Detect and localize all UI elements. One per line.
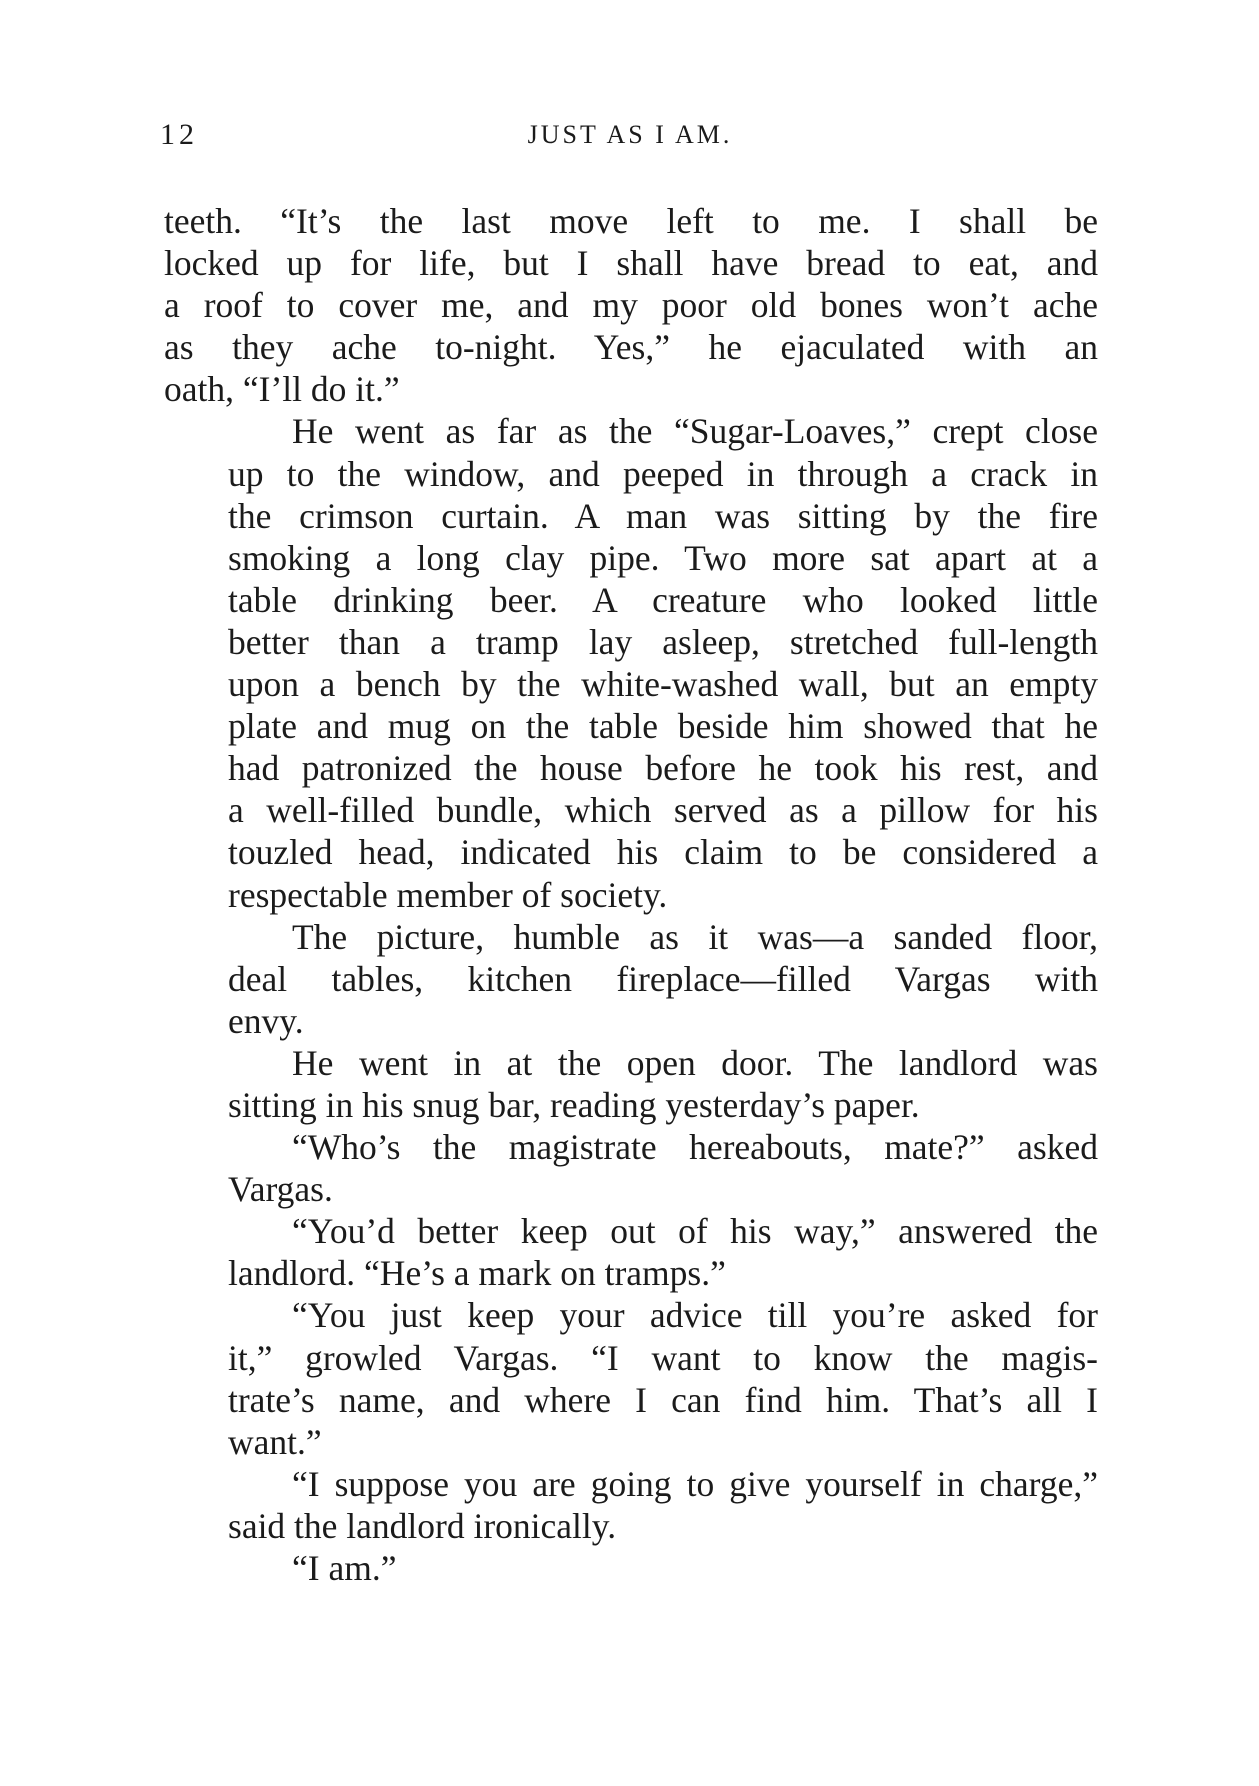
text-line: touzled head, indicated his claim to be considered a [228, 832, 1098, 873]
paragraph-1 [164, 200, 1098, 410]
paragraph-3 [164, 916, 1098, 1042]
text-line: “I suppose you are going to give yourself in charge,” [292, 1463, 1098, 1504]
text-line: trate’s name, and where I can find him. That’s all I [228, 1379, 1098, 1420]
paragraph-6 [164, 1210, 1098, 1294]
text-line: respectable member of society. [228, 874, 668, 915]
text-line: want.” [228, 1421, 322, 1462]
paragraph-4 [164, 1042, 1098, 1126]
text-line: deal tables, kitchen fireplace—filled Vargas with [228, 958, 1098, 999]
running-title: JUST AS I AM. [527, 120, 733, 149]
text-line: smoking a long clay pipe. Two more sat apart at a [228, 537, 1098, 578]
text-line: table drinking beer. A creature who looked little [228, 579, 1098, 620]
text-line: “You just keep your advice till you’re asked for [292, 1295, 1098, 1336]
text-line: a roof to cover me, and my poor old bones won’t ache [164, 285, 1098, 326]
paragraph-8 [164, 1463, 1098, 1547]
text-line: upon a bench by the white-washed wall, but an empty [228, 664, 1098, 705]
text-line: the crimson curtain. A man was sitting by the fire [228, 495, 1098, 536]
text-line: up to the window, and peeped in through a crack in [228, 453, 1098, 494]
text-line: locked up for life, but I shall have bread to eat, and [164, 243, 1098, 284]
text-line: landlord. “He’s a mark on tramps.” [228, 1253, 726, 1294]
paragraph-2 [164, 410, 1098, 915]
text-line: “You’d better keep out of his way,” answered the [292, 1211, 1098, 1252]
text-line: a well-filled bundle, which served as a pillow for his [228, 790, 1098, 831]
paragraph-9 [164, 1547, 1098, 1589]
page-number: 12 [160, 118, 198, 151]
running-head [160, 118, 1100, 158]
text-line: had patronized the house before he took his rest, and [228, 748, 1098, 789]
text-line: He went as far as the “Sugar-Loaves,” crept close [292, 411, 1098, 452]
text-line: envy. [228, 1000, 304, 1041]
text-line: Vargas. [228, 1169, 333, 1210]
text-line: “Who’s the magistrate hereabouts, mate?” asked [292, 1127, 1098, 1168]
paragraph-7 [164, 1294, 1098, 1462]
text-line: teeth. “It’s the last move left to me. I shall be [164, 201, 1098, 241]
text-line: said the landlord ironically. [228, 1505, 617, 1546]
text-line: The picture, humble as it was—a sanded floor, [292, 916, 1098, 957]
paragraph-5 [164, 1126, 1098, 1210]
text-line: He went in at the open door. The landlord was [292, 1042, 1098, 1083]
text-line: oath, “I’ll do it.” [164, 369, 400, 410]
text-line: plate and mug on the table beside him showed that he [228, 706, 1098, 747]
text-line: it,” growled Vargas. “I want to know the magis- [228, 1337, 1098, 1378]
body-text [164, 200, 1098, 1589]
text-line: better than a tramp lay asleep, stretched full-length [228, 621, 1098, 662]
text-line: “I am.” [292, 1548, 397, 1588]
text-line: as they ache to-night. Yes,” he ejaculated with an [164, 327, 1098, 368]
text-line: sitting in his snug bar, reading yesterday’s paper. [228, 1084, 920, 1125]
